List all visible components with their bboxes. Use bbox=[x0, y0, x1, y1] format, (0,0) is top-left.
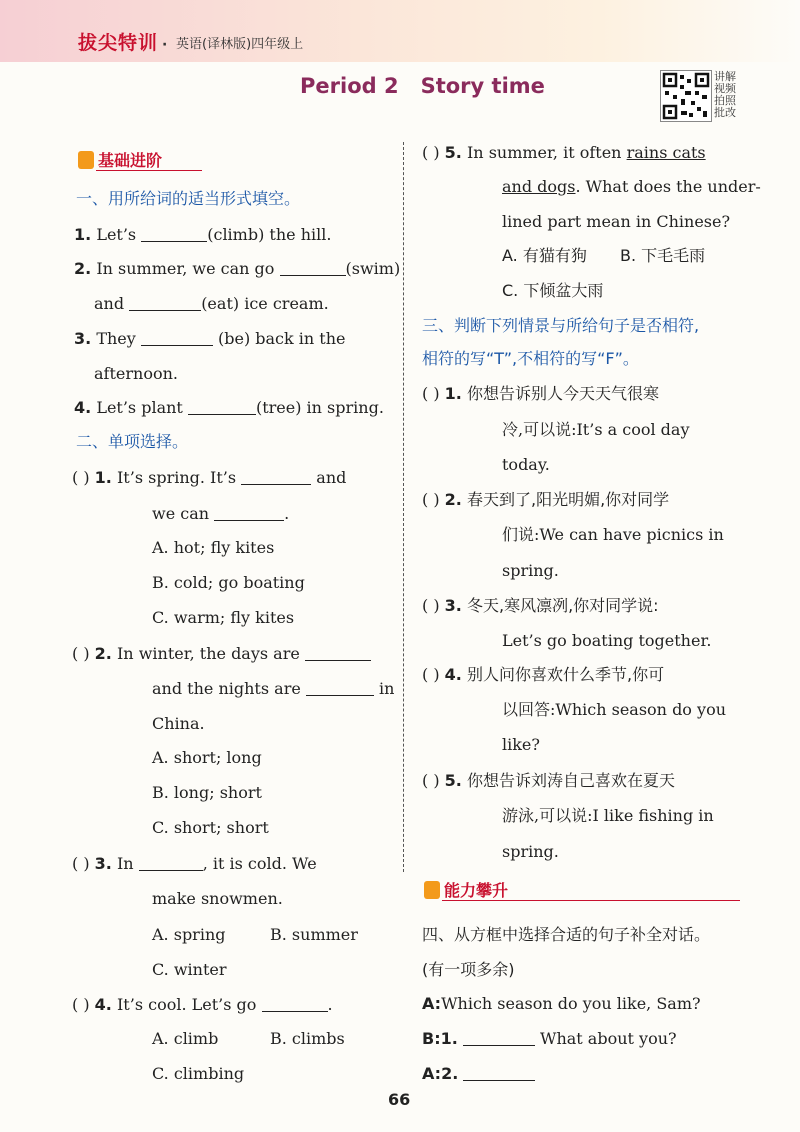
answer-blank[interactable] bbox=[241, 468, 311, 485]
part3-q2: ( ) 2. 春天到了,阳光明媚,你对同学 bbox=[422, 490, 670, 509]
part3-q3-line2: Let’s go boating together. bbox=[502, 631, 712, 650]
part3-q2-line3: spring. bbox=[502, 561, 559, 580]
part2-q5: ( ) 5. In summer, it often rains cats bbox=[422, 143, 706, 162]
option-b[interactable]: B. summer bbox=[270, 925, 358, 944]
part2-q5-line3: lined part mean in Chinese? bbox=[502, 212, 731, 231]
part3-q3: ( ) 3. 冬天,寒风凛冽,你对同学说: bbox=[422, 596, 659, 615]
part2-q4: ( ) 4. It’s cool. Let’s go . bbox=[72, 995, 333, 1014]
section-basic-underline bbox=[96, 170, 202, 171]
option-a[interactable]: A. spring bbox=[152, 925, 226, 944]
page-number: 66 bbox=[388, 1090, 411, 1109]
part3-q5-line2: 游泳,可以说:I like fishing in bbox=[502, 806, 714, 825]
qr-code[interactable] bbox=[660, 70, 712, 122]
part4-heading: 四、从方框中选择合适的句子补全对话。 bbox=[422, 925, 711, 944]
part3-q5-line3: spring. bbox=[502, 842, 559, 861]
option-c[interactable]: C. climbing bbox=[152, 1064, 245, 1083]
pencil-icon bbox=[78, 151, 94, 169]
part3-q1-line2: 冷,可以说:It’s a cool day bbox=[502, 420, 690, 439]
part1-q3: 3. They (be) back in the bbox=[74, 329, 346, 348]
dialogue-line: B:1. What about you? bbox=[422, 1029, 677, 1048]
section-ability-heading: 能力攀升 bbox=[424, 878, 508, 901]
option-b[interactable]: B. climbs bbox=[270, 1029, 345, 1048]
answer-blank[interactable] bbox=[463, 1029, 535, 1046]
answer-blank[interactable] bbox=[139, 854, 203, 871]
part4-note: (有一项多余) bbox=[422, 960, 515, 979]
part3-q4: ( ) 4. 别人问你喜欢什么季节,你可 bbox=[422, 665, 665, 684]
part2-q3-line2: make snowmen. bbox=[152, 889, 283, 908]
answer-blank[interactable] bbox=[214, 504, 284, 521]
answer-blank[interactable] bbox=[141, 225, 207, 242]
option-b[interactable]: B. cold; go boating bbox=[152, 573, 305, 592]
part1-q2: 2. In summer, we can go (swim) bbox=[74, 259, 401, 278]
answer-paren[interactable]: ( ) bbox=[72, 854, 90, 873]
part1-q4: 4. Let’s plant (tree) in spring. bbox=[74, 398, 384, 417]
part2-heading: 二、单项选择。 bbox=[76, 432, 189, 451]
part2-q2: ( ) 2. In winter, the days are bbox=[72, 644, 371, 664]
option-a[interactable]: A. 有猫有狗 bbox=[502, 246, 587, 265]
option-a[interactable]: A. climb bbox=[152, 1029, 219, 1048]
option-b[interactable]: B. 下毛毛雨 bbox=[620, 246, 706, 265]
part2-q1: ( ) 1. It’s spring. It’s and bbox=[72, 468, 347, 487]
part3-q2-line2: 们说:We can have picnics in bbox=[502, 525, 724, 544]
answer-blank[interactable] bbox=[463, 1064, 535, 1081]
brand-logo: 拔尖特训 · bbox=[78, 32, 169, 54]
part2-q3: ( ) 3. In , it is cold. We bbox=[72, 854, 317, 873]
dialogue-line: A:Which season do you like, Sam? bbox=[422, 994, 701, 1013]
answer-paren[interactable]: ( ) bbox=[72, 468, 90, 487]
part2-q1-line2: we can . bbox=[152, 504, 290, 523]
part1-q2-line2: and (eat) ice cream. bbox=[94, 294, 329, 313]
part3-q5: ( ) 5. 你想告诉刘涛自己喜欢在夏天 bbox=[422, 771, 675, 790]
answer-paren[interactable]: ( ) bbox=[422, 596, 440, 615]
part1-q3-line2: afternoon. bbox=[94, 364, 178, 383]
answer-blank[interactable] bbox=[188, 398, 256, 415]
answer-blank[interactable] bbox=[305, 644, 371, 661]
option-b[interactable]: B. long; short bbox=[152, 783, 262, 802]
part3-q1: ( ) 1. 你想告诉别人今天天气很寒 bbox=[422, 384, 659, 403]
part3-heading-line2: 相符的写“T”,不相符的写“F”。 bbox=[422, 349, 639, 368]
part3-q4-line2: 以回答:Which season do you bbox=[502, 700, 727, 719]
section-ability-underline bbox=[442, 900, 740, 901]
book-subtitle: 英语(译林版)四年级上 bbox=[176, 37, 304, 52]
answer-paren[interactable]: ( ) bbox=[422, 143, 440, 162]
section-basic-heading: 基础进阶 bbox=[78, 148, 162, 171]
answer-paren[interactable]: ( ) bbox=[422, 490, 440, 509]
answer-blank[interactable] bbox=[306, 679, 374, 696]
part1-heading: 一、用所给词的适当形式填空。 bbox=[76, 189, 301, 208]
dialogue-line: A:2. bbox=[422, 1064, 535, 1084]
page-title: Period 2 Story time bbox=[300, 74, 545, 98]
option-c[interactable]: C. short; short bbox=[152, 818, 269, 837]
qr-label: 讲解视频 拍照批改 bbox=[714, 70, 736, 119]
answer-paren[interactable]: ( ) bbox=[422, 771, 440, 790]
answer-paren[interactable]: ( ) bbox=[72, 995, 90, 1014]
option-a[interactable]: A. hot; fly kites bbox=[152, 538, 275, 557]
option-c[interactable]: C. winter bbox=[152, 960, 227, 979]
part2-q2-line3: China. bbox=[152, 714, 205, 733]
answer-paren[interactable]: ( ) bbox=[422, 384, 440, 403]
part2-q5-line2: and dogs. What does the under- bbox=[502, 177, 761, 196]
rocket-icon bbox=[424, 881, 440, 899]
column-divider bbox=[403, 142, 404, 872]
option-c[interactable]: C. 下倾盆大雨 bbox=[502, 281, 604, 300]
answer-blank[interactable] bbox=[280, 259, 346, 276]
option-a[interactable]: A. short; long bbox=[152, 748, 262, 767]
answer-blank[interactable] bbox=[129, 294, 201, 311]
part3-q4-line3: like? bbox=[502, 735, 540, 754]
answer-paren[interactable]: ( ) bbox=[422, 665, 440, 684]
part1-q1: 1. Let’s (climb) the hill. bbox=[74, 225, 332, 244]
answer-blank[interactable] bbox=[262, 995, 328, 1012]
part3-q1-line3: today. bbox=[502, 455, 550, 474]
part2-q2-line2: and the nights are in bbox=[152, 679, 395, 698]
answer-paren[interactable]: ( ) bbox=[72, 644, 90, 663]
option-c[interactable]: C. warm; fly kites bbox=[152, 608, 295, 627]
answer-blank[interactable] bbox=[141, 329, 213, 346]
part3-heading: 三、判断下列情景与所给句子是否相符, bbox=[422, 316, 700, 335]
